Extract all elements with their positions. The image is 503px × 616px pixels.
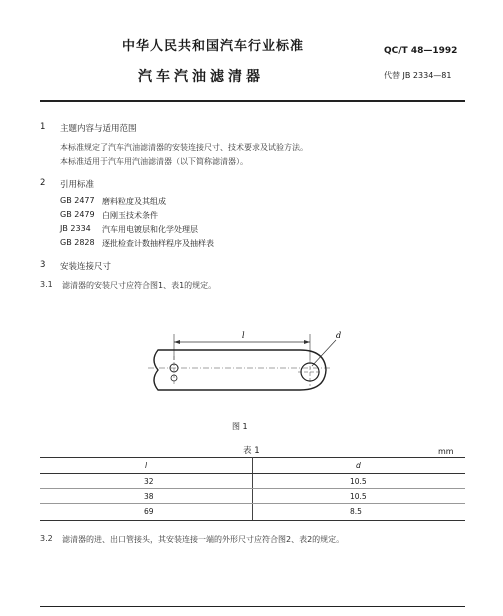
table-cell-d: 8.5 [350,507,362,516]
reference-title: 磨料粒度及其组成 [102,197,166,206]
reference-code: GB 2479 [60,210,95,219]
table-cell-d: 10.5 [350,477,367,486]
figure-caption: 图 1 [232,422,248,431]
reference-title: 汽车用电镀层和化学处理层 [102,225,198,234]
reference-title: 白刚玉技术条件 [102,211,158,220]
section-1-title: 主题内容与适用范围 [60,124,137,134]
issuing-authority: 中华人民共和国汽车行业标准 [122,39,305,54]
reference-code: GB 2477 [60,196,95,205]
section-1-number: 1 [40,122,46,132]
reference-code: JB 2334 [60,224,91,233]
section-2-number: 2 [40,178,46,188]
dimension-label-l: l [242,331,245,340]
table-header-l: l [145,461,148,470]
section-1-paragraph-2: 本标准适用于汽车用汽油滤清器（以下简称滤清器）。 [60,157,248,166]
document-title: 汽车汽油滤清器 [138,69,264,85]
reference-title: 逐批检查计数抽样程序及抽样表 [102,239,214,248]
table-cell-l: 38 [144,492,154,501]
table-cell-l: 69 [144,507,154,516]
table-bottom-rule [40,520,465,521]
table-cell-l: 32 [144,477,154,486]
clause-3-2-text: 滤清器的进、出口管接头，其安装连接一端的外形尺寸应符合图2、表2的规定。 [62,535,345,544]
section-1-paragraph-1: 本标准规定了汽车汽油滤清器的安装连接尺寸、技术要求及试验方法。 [60,143,308,152]
footer-rule [40,606,465,607]
mounting-bracket-drawing [140,320,350,415]
table-row-rule [40,503,465,504]
table-header-rule [40,473,465,474]
table-unit: mm [438,447,454,456]
clause-3-1-text: 滤清器的安装尺寸应符合图1、表1的规定。 [62,281,217,290]
reference-code: GB 2828 [60,238,95,247]
table-row-rule [40,488,465,489]
bracket-outline [154,350,326,390]
replaces-note: 代替 JB 2334—81 [384,71,452,80]
table-cell-d: 10.5 [350,492,367,501]
table-header-d: d [356,461,361,470]
section-2-title: 引用标准 [60,180,95,190]
section-3-number: 3 [40,260,46,270]
table-title: 表 1 [243,446,260,456]
section-3-title: 安装连接尺寸 [60,262,112,272]
clause-3-2-number: 3.2 [40,534,53,543]
header-rule [40,100,465,102]
standard-number: QC/T 48—1992 [384,46,458,56]
clause-3-1-number: 3.1 [40,280,53,289]
dimension-label-d: d [336,331,342,340]
